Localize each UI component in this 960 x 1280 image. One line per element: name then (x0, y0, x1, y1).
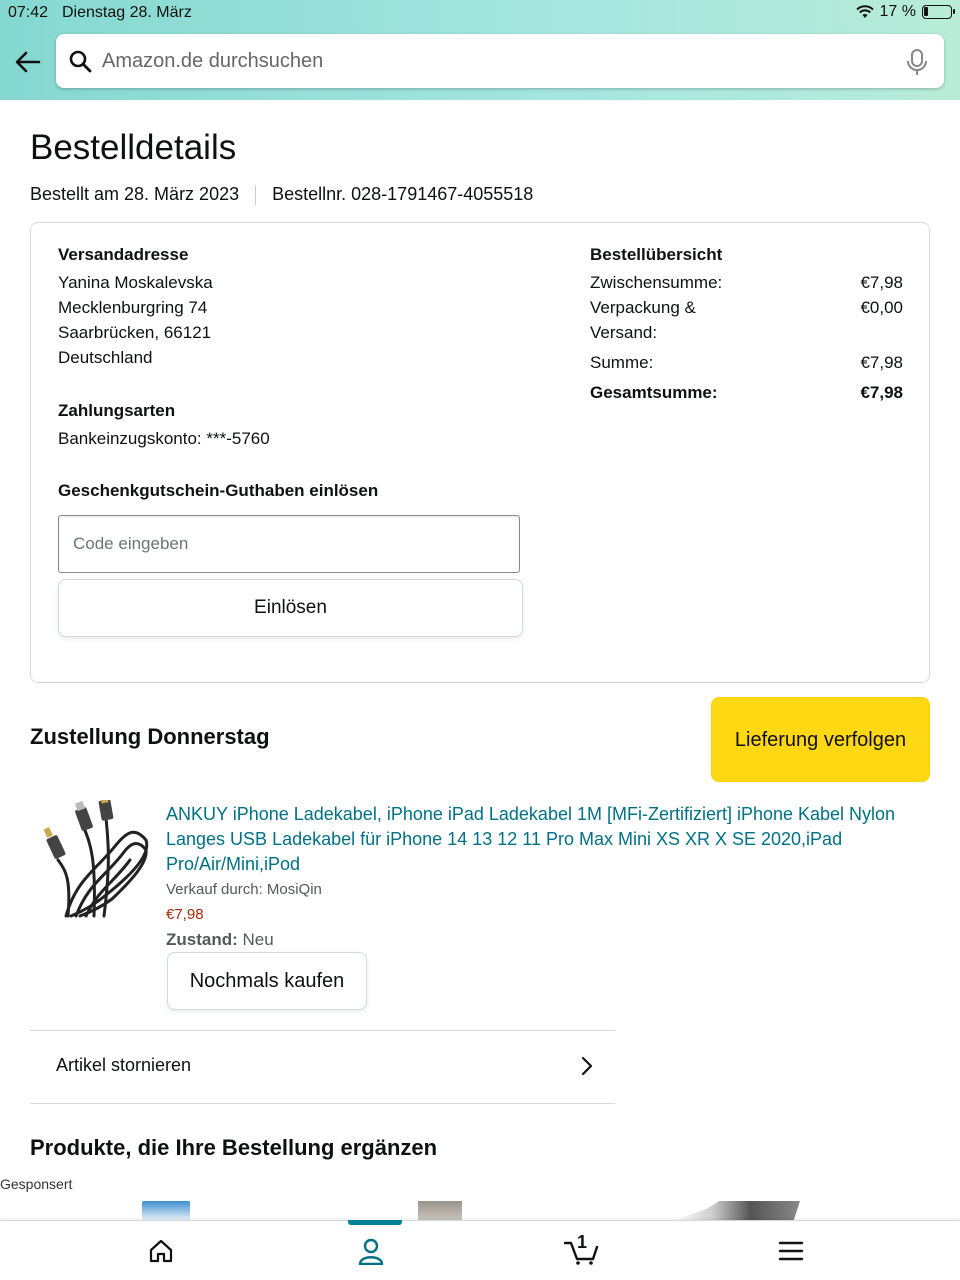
redeem-button[interactable]: Einlösen (58, 579, 523, 637)
wifi-icon (856, 5, 874, 19)
payment-heading: Zahlungsarten (58, 401, 176, 420)
address-line: Yanina Moskalevska (58, 273, 213, 292)
condition-label: Zustand: (166, 930, 238, 949)
summary-value: €7,98 (860, 273, 903, 292)
chevron-right-icon (579, 1055, 595, 1077)
shipping-heading: Versandadresse (58, 245, 189, 264)
order-details-card (30, 222, 930, 683)
battery-percent: 17 % (879, 3, 916, 20)
address-line: Deutschland (58, 348, 153, 367)
home-icon (148, 1239, 174, 1263)
delivery-title: Zustellung Donnerstag (30, 724, 270, 749)
back-arrow-icon[interactable] (12, 46, 44, 78)
tab-home[interactable] (121, 1221, 201, 1280)
track-package-button[interactable]: Lieferung verfolgen (711, 697, 930, 782)
summary-value: €0,00 (860, 298, 903, 317)
order-date: Bestellt am 28. März 2023 (30, 184, 240, 204)
person-icon (358, 1237, 384, 1265)
sponsored-label: Gesponsert (0, 1176, 73, 1192)
tab-cart[interactable] (541, 1221, 621, 1280)
order-number: Bestellnr. 028-1791467-4055518 (272, 184, 534, 204)
product-image[interactable] (36, 800, 152, 918)
item-price: €7,98 (166, 906, 204, 923)
meta-divider (255, 185, 256, 205)
page-title: Bestelldetails (30, 128, 237, 167)
summary-heading: Bestellübersicht (590, 245, 723, 264)
active-tab-indicator (348, 1220, 402, 1225)
address-line: Saarbrücken, 66121 (58, 323, 212, 342)
summary-value: €7,98 (860, 353, 903, 372)
shipping-address (58, 245, 213, 370)
payment-value: Bankeinzugskonto: ***-5760 (58, 429, 270, 448)
seller-info: Verkauf durch: MosiQin (166, 881, 322, 898)
cancel-item-label: Artikel stornieren (56, 1055, 192, 1075)
summary-label: Gesamtsumme: (590, 383, 718, 402)
status-date: Dienstag 28. März (62, 4, 192, 21)
recommended-product-image[interactable] (418, 1201, 462, 1220)
summary-label: Verpackung & Versand: (590, 298, 696, 342)
order-meta (30, 184, 533, 205)
item-condition (166, 930, 274, 950)
status-right (856, 3, 952, 21)
tab-menu[interactable] (751, 1221, 831, 1280)
payment-method (58, 401, 270, 451)
top-header (0, 0, 960, 100)
bottom-tab-bar (0, 1220, 960, 1280)
address-line: Mecklenburgring 74 (58, 298, 208, 317)
condition-value: Neu (242, 930, 274, 949)
product-title-link[interactable]: ANKUY iPhone Ladekabel, iPhone iPad Ladekabel 1M [MFi-Zertifiziert] iPhone Kabel Nylon Langes USB Ladekabel für iPhone 14 13 12 11 Pro Max Mini XS XR X SE 2020,iPad Pro/Air/Mini,iPod (166, 804, 896, 874)
summary-row (590, 270, 903, 295)
menu-icon (778, 1241, 804, 1261)
recommendations-title: Produkte, die Ihre Bestellung ergänzen (30, 1135, 438, 1160)
tab-account[interactable] (331, 1221, 411, 1280)
summary-total-row (590, 380, 903, 405)
search-bar[interactable] (56, 34, 944, 88)
summary-row (590, 350, 903, 375)
status-time: 07:42 (8, 4, 49, 21)
cart-count-badge: 1 (577, 1232, 588, 1252)
battery-icon (922, 5, 952, 19)
search-icon (68, 49, 92, 73)
order-summary (590, 245, 903, 405)
microphone-icon[interactable] (904, 48, 930, 76)
gift-card-heading: Geschenkgutschein-Guthaben einlösen (58, 481, 379, 500)
summary-value: €7,98 (860, 383, 903, 402)
gift-code-input[interactable] (58, 515, 520, 573)
summary-label: Zwischensumme: (590, 273, 723, 292)
search-input[interactable] (102, 46, 882, 76)
recommended-product-image[interactable] (142, 1201, 190, 1220)
summary-label: Summe: (590, 353, 654, 372)
buy-again-button[interactable]: Nochmals kaufen (167, 952, 367, 1010)
recommended-product-image[interactable] (676, 1201, 800, 1220)
cancel-item-row[interactable] (30, 1030, 615, 1104)
summary-row (590, 295, 903, 345)
status-bar (0, 0, 960, 26)
